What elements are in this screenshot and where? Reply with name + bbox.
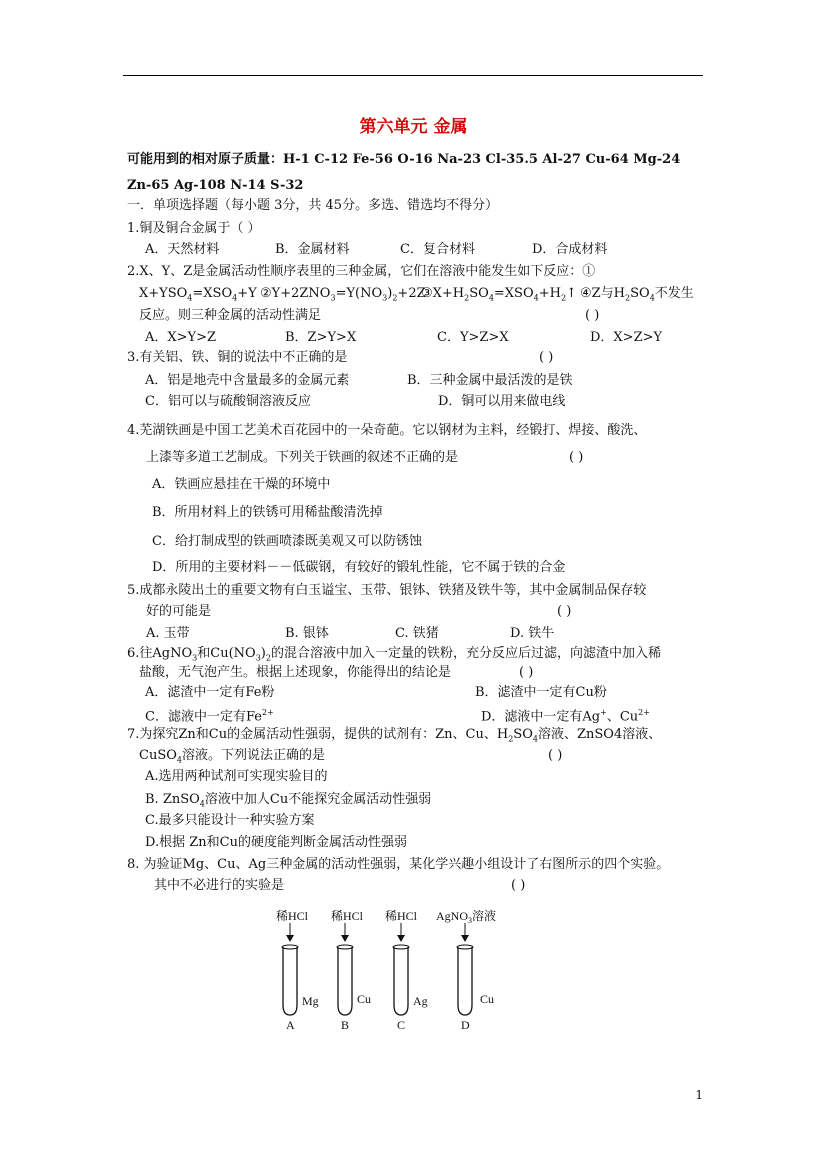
q4-option-a: A．铁画应悬挂在干燥的环境中 [152,477,331,492]
q3-answer-paren: ( ) [539,350,554,365]
q5-option-a: A. 玉带 [146,626,190,641]
q2-option-d: D．X>Z>Y [590,330,663,345]
tube-a-rim [282,945,298,949]
q1-option-b: B．金属材料 [275,242,350,257]
tube-c-label: C [397,1018,406,1032]
q7-option-d: D.根据 Zn和Cu的硬度能判断金属活动性强弱 [145,835,407,850]
atomic-masses-label: 可能用到的相对原子质量： [127,152,284,167]
tube-d-glass [458,947,472,1015]
q3-option-d: D．铜可以用来做电线 [438,394,566,409]
test-tube-c [385,908,428,1032]
tube-a-label: A [286,1018,295,1032]
tube-c-reagent: 稀HCl [385,909,418,923]
q6-option-a: A．滤渣中一定有Fe粉 [145,685,275,700]
q6-stem-line1: 6.往AgNO$_3$和$Cu(NO_3)_2$的混合溶液中加入一定量的铁粉，充分反应后过滤，向滤渣中加入稀 [127,646,661,663]
q4-option-d: D．所用的主要材料－－低碳钢，有较好的锻轧性能，它不属于铁的合金 [152,560,566,575]
q5-answer-paren: ( ) [557,604,572,619]
q7-option-b: B. ZnSO$_4$溶液中加人Cu不能探究金属活动性强弱 [145,792,432,809]
q5-option-c: C. 铁猪 [395,626,439,641]
atomic-masses-values-1: H-1 C-12 Fe-56 O-16 Na-23 Cl-35.5 Al-27 Cu-64 Mg-24 [283,152,681,167]
q7-stem-line2: CuSO$_4$溶液。下列说法正确的是 [139,748,325,765]
tube-d-arrowhead [461,935,469,942]
q1-option-c: C．复合材料 [400,242,475,257]
q7-option-a: A.选用两种试剂可实现实验目的 [145,769,328,784]
tube-a-glass [283,947,297,1015]
q3-option-a: A．铝是地壳中含量最多的金属元素 [145,373,350,388]
q2-reaction-1: $X+YSO_4=XSO_4+Y$ [139,286,257,303]
atomic-masses-line1 [127,152,680,168]
q2-stem-line3: 反应。则三种金属的活动性满足 [139,308,322,323]
q3-option-b: B．三种金属中最活泼的是铁 [407,373,573,388]
q3-option-c: C．铝可以与硫酸铜溶液反应 [145,394,311,409]
test-tube-figure [270,905,510,1035]
q1-stem: 1.铜及铜合金属于（ ） [127,221,261,236]
q6-option-b: B．滤渣中一定有Cu粉 [475,685,607,700]
q5-option-b: B. 银钵 [285,626,329,641]
tube-d-metal: Cu [480,992,495,1006]
tube-c-metal: Ag [413,994,428,1008]
q8-answer-paren: ( ) [511,878,526,893]
tube-b-reagent: 稀HCl [331,909,364,923]
page-title: 第六单元 金属 [359,117,468,137]
section-heading: 一．单项选择题（每小题 3分，共 45分。多选、错选均不得分） [127,198,499,213]
tube-b-metal: Cu [357,992,372,1006]
test-tube-d [436,908,496,1032]
q2-reaction-2: $②Y+2ZNO_3=Y(NO_3)_2+2Z$ [260,286,426,303]
q8-stem-line1: 8. 为验证Mg、Cu、Ag三种金属的活动性强弱，某化学兴趣小组设计了右图所示的四个实验。 [127,857,670,872]
atomic-masses-values-2: Zn-65 Ag-108 N-14 S-32 [127,178,304,193]
q8-stem-line2: 其中不必进行的实验是 [154,878,285,893]
q2-option-c: C．Y>Z>X [437,330,509,345]
q4-stem-line1: 4.芜湖铁画是中国工艺美术百花园中的一朵奇葩。它以钢材为主料，经锻打、焊接、酸洗、 [127,423,647,438]
tube-b-arrowhead [341,935,349,942]
tube-a-metal: Mg [302,994,319,1008]
tube-c-rim [393,945,409,949]
q4-option-b: B．所用材料上的铁锈可用稀盐酸清洗掉 [152,505,383,520]
page-number: 1 [695,1088,703,1102]
q4-answer-paren: ( ) [569,450,584,465]
q1-option-a: A．天然材料 [145,242,220,257]
q1-option-d: D．合成材料 [532,242,608,257]
tube-a-arrowhead [286,935,294,942]
q6-stem-line2: 盐酸，无气泡产生。根据上述现象，你能得出的结论是 [139,665,452,680]
tube-a-reagent: 稀HCl [276,909,309,923]
tube-b-label: B [341,1018,350,1032]
q4-option-c: C．给打制成型的铁画喷漆既美观又可以防锈蚀 [152,534,422,549]
q3-stem: 3.有关铝、铁、铜的说法中不正确的是 [127,350,348,365]
q6-answer-paren: ( ) [519,665,534,680]
tube-d-label: D [461,1018,470,1032]
tube-b-glass [338,947,352,1015]
q5-stem-line1: 5.成都永陵出土的重要文物有白玉谥宝、玉带、银钵、铁猪及铁牛等，其中金属制品保存较 [127,583,647,598]
tube-c-glass [394,947,408,1015]
header-rule [123,75,703,76]
q5-stem-line2: 好的可能是 [146,604,212,619]
test-tube-a [276,908,319,1032]
q6-option-d: D．滤液中一定有Ag+、$Cu^{2+}$ [481,708,650,725]
q2-stem-line1: 2.X、Y、Z是金属活动性顺序表里的三种金属，它们在溶液中能发生如下反应：① [127,264,596,279]
q7-stem-line1: 7.为探究Zn和Cu的金属活动性强弱，提供的试剂有：Zn、Cu、$H_2SO_4$溶液、ZnSO4溶液、 [127,727,662,744]
q2-option-a: A．X>Y>Z [145,330,217,345]
tube-d-rim [457,945,473,949]
q2-reaction-3: $③X+H_2SO_4=XSO_4+H_2↑$ [421,286,577,303]
tube-b-rim [337,945,353,949]
q2-answer-paren: ( ) [585,308,600,323]
q7-option-c: C.最多只能设计一种实验方案 [145,813,315,828]
tube-c-arrowhead [397,935,405,942]
q2-reaction-4: ④Z与$H_2SO_4$不发生 [580,286,694,303]
q7-answer-paren: ( ) [548,748,563,763]
tube-d-reagent: AgNO$_3$溶液 [436,909,497,925]
test-tube-b [331,908,371,1032]
q2-option-b: B．Z>Y>X [285,330,357,345]
q5-option-d: D. 铁牛 [510,626,555,641]
q6-option-c: C．滤液中一定有$Fe^{2+}$ [145,708,274,725]
q4-stem-line2: 上漆等多道工艺制成。下列关于铁画的叙述不正确的是 [146,450,459,465]
